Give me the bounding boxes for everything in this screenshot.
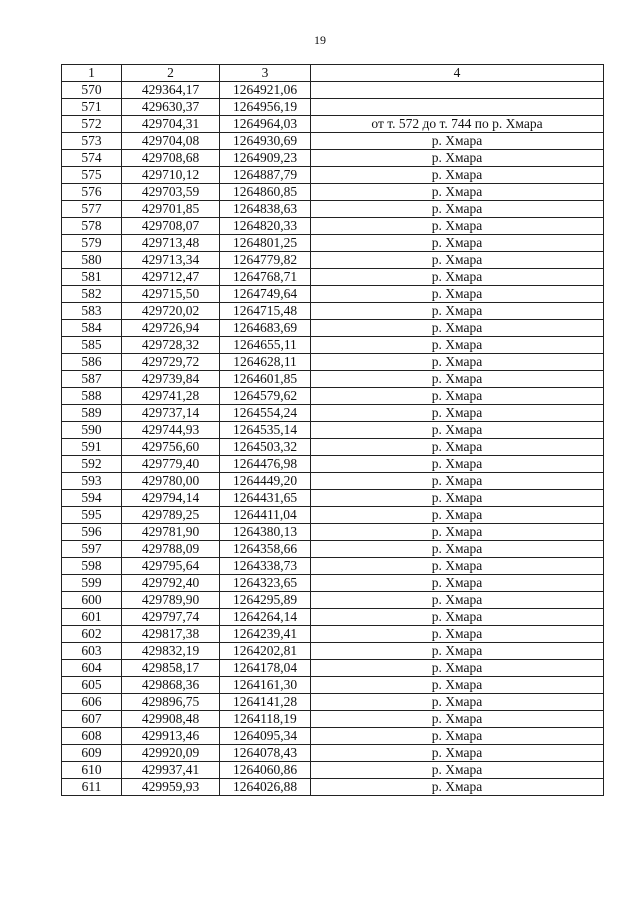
- y-coordinate-cell: 1264449,20: [220, 473, 311, 490]
- x-coordinate-cell: 429739,84: [122, 371, 220, 388]
- table-row: [62, 592, 604, 609]
- point-number-cell: 598: [62, 558, 122, 575]
- point-number-cell: 610: [62, 762, 122, 779]
- point-number-cell: 576: [62, 184, 122, 201]
- point-number-cell: 587: [62, 371, 122, 388]
- y-coordinate-cell: 1264683,69: [220, 320, 311, 337]
- description-cell: [311, 82, 604, 99]
- x-coordinate-cell: 429720,02: [122, 303, 220, 320]
- x-coordinate-cell: 429789,25: [122, 507, 220, 524]
- x-coordinate-cell: 429703,59: [122, 184, 220, 201]
- table-body: [62, 82, 604, 796]
- description-cell: р. Хмара: [311, 456, 604, 473]
- description-cell: р. Хмара: [311, 507, 604, 524]
- table-row: [62, 524, 604, 541]
- table-row: [62, 439, 604, 456]
- point-number-cell: 586: [62, 354, 122, 371]
- x-coordinate-cell: 429726,94: [122, 320, 220, 337]
- point-number-cell: 593: [62, 473, 122, 490]
- x-coordinate-cell: 429792,40: [122, 575, 220, 592]
- description-cell: р. Хмара: [311, 303, 604, 320]
- point-number-cell: 577: [62, 201, 122, 218]
- point-number-cell: 603: [62, 643, 122, 660]
- point-number-cell: 588: [62, 388, 122, 405]
- point-number-cell: 611: [62, 779, 122, 796]
- y-coordinate-cell: 1264095,34: [220, 728, 311, 745]
- x-coordinate-cell: 429780,00: [122, 473, 220, 490]
- description-cell: р. Хмара: [311, 184, 604, 201]
- description-cell: р. Хмара: [311, 711, 604, 728]
- description-cell: р. Хмара: [311, 439, 604, 456]
- description-cell: р. Хмара: [311, 252, 604, 269]
- table-row: [62, 473, 604, 490]
- point-number-cell: 580: [62, 252, 122, 269]
- point-number-cell: 608: [62, 728, 122, 745]
- table-row: [62, 133, 604, 150]
- y-coordinate-cell: 1264264,14: [220, 609, 311, 626]
- x-coordinate-cell: 429744,93: [122, 422, 220, 439]
- table-row: [62, 320, 604, 337]
- point-number-cell: 596: [62, 524, 122, 541]
- table-row: [62, 456, 604, 473]
- point-number-cell: 585: [62, 337, 122, 354]
- y-coordinate-cell: 1264964,03: [220, 116, 311, 133]
- table-row: [62, 184, 604, 201]
- x-coordinate-cell: 429712,47: [122, 269, 220, 286]
- point-number-cell: 609: [62, 745, 122, 762]
- table-row: [62, 235, 604, 252]
- x-coordinate-cell: 429789,90: [122, 592, 220, 609]
- table-row: [62, 388, 604, 405]
- point-number-cell: 595: [62, 507, 122, 524]
- point-number-cell: 602: [62, 626, 122, 643]
- point-number-cell: 594: [62, 490, 122, 507]
- x-coordinate-cell: 429713,34: [122, 252, 220, 269]
- table-row: [62, 371, 604, 388]
- description-cell: р. Хмара: [311, 728, 604, 745]
- x-coordinate-cell: 429728,32: [122, 337, 220, 354]
- description-cell: р. Хмара: [311, 337, 604, 354]
- description-cell: от т. 572 до т. 744 по р. Хмара: [311, 116, 604, 133]
- point-number-cell: 574: [62, 150, 122, 167]
- x-coordinate-cell: 429708,07: [122, 218, 220, 235]
- x-coordinate-cell: 429781,90: [122, 524, 220, 541]
- y-coordinate-cell: 1264380,13: [220, 524, 311, 541]
- x-coordinate-cell: 429708,68: [122, 150, 220, 167]
- y-coordinate-cell: 1264921,06: [220, 82, 311, 99]
- x-coordinate-cell: 429937,41: [122, 762, 220, 779]
- x-coordinate-cell: 429858,17: [122, 660, 220, 677]
- x-coordinate-cell: 429729,72: [122, 354, 220, 371]
- point-number-cell: 571: [62, 99, 122, 116]
- coordinates-table: [61, 64, 604, 796]
- description-cell: р. Хмара: [311, 286, 604, 303]
- column-header-y-coordinate: 3: [220, 65, 311, 82]
- point-number-cell: 607: [62, 711, 122, 728]
- table-row: [62, 269, 604, 286]
- x-coordinate-cell: 429817,38: [122, 626, 220, 643]
- point-number-cell: 600: [62, 592, 122, 609]
- table-row: [62, 490, 604, 507]
- description-cell: р. Хмара: [311, 541, 604, 558]
- table-row: [62, 337, 604, 354]
- description-cell: р. Хмара: [311, 133, 604, 150]
- y-coordinate-cell: 1264554,24: [220, 405, 311, 422]
- point-number-cell: 575: [62, 167, 122, 184]
- table-row: [62, 762, 604, 779]
- table-row: [62, 609, 604, 626]
- x-coordinate-cell: 429797,74: [122, 609, 220, 626]
- table-row: [62, 694, 604, 711]
- description-cell: р. Хмара: [311, 269, 604, 286]
- description-cell: р. Хмара: [311, 218, 604, 235]
- x-coordinate-cell: 429756,60: [122, 439, 220, 456]
- description-cell: р. Хмара: [311, 762, 604, 779]
- y-coordinate-cell: 1264601,85: [220, 371, 311, 388]
- description-cell: р. Хмара: [311, 201, 604, 218]
- table-row: [62, 201, 604, 218]
- y-coordinate-cell: 1264358,66: [220, 541, 311, 558]
- description-cell: р. Хмара: [311, 490, 604, 507]
- y-coordinate-cell: 1264930,69: [220, 133, 311, 150]
- description-cell: р. Хмара: [311, 575, 604, 592]
- y-coordinate-cell: 1264838,63: [220, 201, 311, 218]
- table-row: [62, 167, 604, 184]
- point-number-cell: 591: [62, 439, 122, 456]
- description-cell: р. Хмара: [311, 320, 604, 337]
- description-cell: [311, 99, 604, 116]
- table-row: [62, 541, 604, 558]
- description-cell: р. Хмара: [311, 609, 604, 626]
- description-cell: р. Хмара: [311, 677, 604, 694]
- description-cell: р. Хмара: [311, 371, 604, 388]
- description-cell: р. Хмара: [311, 473, 604, 490]
- y-coordinate-cell: 1264909,23: [220, 150, 311, 167]
- column-header-x-coordinate: 2: [122, 65, 220, 82]
- table-row: [62, 150, 604, 167]
- y-coordinate-cell: 1264295,89: [220, 592, 311, 609]
- y-coordinate-cell: 1264118,19: [220, 711, 311, 728]
- point-number-cell: 589: [62, 405, 122, 422]
- description-cell: р. Хмара: [311, 524, 604, 541]
- y-coordinate-cell: 1264579,62: [220, 388, 311, 405]
- table-row: [62, 575, 604, 592]
- y-coordinate-cell: 1264715,48: [220, 303, 311, 320]
- point-number-cell: 605: [62, 677, 122, 694]
- y-coordinate-cell: 1264860,85: [220, 184, 311, 201]
- x-coordinate-cell: 429704,08: [122, 133, 220, 150]
- y-coordinate-cell: 1264655,11: [220, 337, 311, 354]
- point-number-cell: 597: [62, 541, 122, 558]
- table-row: [62, 779, 604, 796]
- point-number-cell: 583: [62, 303, 122, 320]
- table-row: [62, 82, 604, 99]
- table-row: [62, 116, 604, 133]
- y-coordinate-cell: 1264323,65: [220, 575, 311, 592]
- x-coordinate-cell: 429713,48: [122, 235, 220, 252]
- header-row: [62, 65, 604, 82]
- table-row: [62, 677, 604, 694]
- x-coordinate-cell: 429704,31: [122, 116, 220, 133]
- table-header: [62, 65, 604, 82]
- description-cell: р. Хмара: [311, 592, 604, 609]
- table-row: [62, 252, 604, 269]
- description-cell: р. Хмара: [311, 235, 604, 252]
- y-coordinate-cell: 1264503,32: [220, 439, 311, 456]
- point-number-cell: 606: [62, 694, 122, 711]
- description-cell: р. Хмара: [311, 388, 604, 405]
- x-coordinate-cell: 429741,28: [122, 388, 220, 405]
- table-row: [62, 422, 604, 439]
- page-number: 19: [314, 33, 326, 47]
- y-coordinate-cell: 1264801,25: [220, 235, 311, 252]
- x-coordinate-cell: 429710,12: [122, 167, 220, 184]
- point-number-cell: 601: [62, 609, 122, 626]
- point-number-cell: 579: [62, 235, 122, 252]
- y-coordinate-cell: 1264026,88: [220, 779, 311, 796]
- description-cell: р. Хмара: [311, 422, 604, 439]
- x-coordinate-cell: 429794,14: [122, 490, 220, 507]
- x-coordinate-cell: 429913,46: [122, 728, 220, 745]
- point-number-cell: 582: [62, 286, 122, 303]
- y-coordinate-cell: 1264628,11: [220, 354, 311, 371]
- column-header-description: 4: [311, 65, 604, 82]
- point-number-cell: 599: [62, 575, 122, 592]
- table-row: [62, 405, 604, 422]
- description-cell: р. Хмара: [311, 745, 604, 762]
- point-number-cell: 578: [62, 218, 122, 235]
- x-coordinate-cell: 429832,19: [122, 643, 220, 660]
- table-row: [62, 286, 604, 303]
- description-cell: р. Хмара: [311, 626, 604, 643]
- description-cell: р. Хмара: [311, 354, 604, 371]
- x-coordinate-cell: 429364,17: [122, 82, 220, 99]
- description-cell: р. Хмара: [311, 779, 604, 796]
- description-cell: р. Хмара: [311, 150, 604, 167]
- point-number-cell: 573: [62, 133, 122, 150]
- point-number-cell: 584: [62, 320, 122, 337]
- x-coordinate-cell: 429908,48: [122, 711, 220, 728]
- table-row: [62, 354, 604, 371]
- y-coordinate-cell: 1264535,14: [220, 422, 311, 439]
- description-cell: р. Хмара: [311, 643, 604, 660]
- x-coordinate-cell: 429920,09: [122, 745, 220, 762]
- y-coordinate-cell: 1264078,43: [220, 745, 311, 762]
- description-cell: р. Хмара: [311, 694, 604, 711]
- description-cell: р. Хмара: [311, 405, 604, 422]
- table-row: [62, 643, 604, 660]
- table-row: [62, 218, 604, 235]
- x-coordinate-cell: 429959,93: [122, 779, 220, 796]
- x-coordinate-cell: 429788,09: [122, 541, 220, 558]
- table-row: [62, 711, 604, 728]
- x-coordinate-cell: 429868,36: [122, 677, 220, 694]
- y-coordinate-cell: 1264060,86: [220, 762, 311, 779]
- y-coordinate-cell: 1264202,81: [220, 643, 311, 660]
- point-number-cell: 592: [62, 456, 122, 473]
- point-number-cell: 604: [62, 660, 122, 677]
- table-row: [62, 558, 604, 575]
- x-coordinate-cell: 429779,40: [122, 456, 220, 473]
- point-number-cell: 581: [62, 269, 122, 286]
- x-coordinate-cell: 429630,37: [122, 99, 220, 116]
- y-coordinate-cell: 1264178,04: [220, 660, 311, 677]
- y-coordinate-cell: 1264239,41: [220, 626, 311, 643]
- point-number-cell: 570: [62, 82, 122, 99]
- y-coordinate-cell: 1264768,71: [220, 269, 311, 286]
- table-row: [62, 745, 604, 762]
- description-cell: р. Хмара: [311, 660, 604, 677]
- y-coordinate-cell: 1264820,33: [220, 218, 311, 235]
- x-coordinate-cell: 429737,14: [122, 405, 220, 422]
- y-coordinate-cell: 1264749,64: [220, 286, 311, 303]
- table-row: [62, 660, 604, 677]
- y-coordinate-cell: 1264887,79: [220, 167, 311, 184]
- y-coordinate-cell: 1264476,98: [220, 456, 311, 473]
- point-number-cell: 590: [62, 422, 122, 439]
- table-row: [62, 626, 604, 643]
- y-coordinate-cell: 1264956,19: [220, 99, 311, 116]
- table-row: [62, 303, 604, 320]
- y-coordinate-cell: 1264779,82: [220, 252, 311, 269]
- y-coordinate-cell: 1264338,73: [220, 558, 311, 575]
- y-coordinate-cell: 1264161,30: [220, 677, 311, 694]
- y-coordinate-cell: 1264411,04: [220, 507, 311, 524]
- description-cell: р. Хмара: [311, 167, 604, 184]
- table-row: [62, 99, 604, 116]
- table-row: [62, 728, 604, 745]
- point-number-cell: 572: [62, 116, 122, 133]
- x-coordinate-cell: 429715,50: [122, 286, 220, 303]
- x-coordinate-cell: 429701,85: [122, 201, 220, 218]
- column-header-point-number: 1: [62, 65, 122, 82]
- y-coordinate-cell: 1264431,65: [220, 490, 311, 507]
- x-coordinate-cell: 429795,64: [122, 558, 220, 575]
- table-row: [62, 507, 604, 524]
- y-coordinate-cell: 1264141,28: [220, 694, 311, 711]
- x-coordinate-cell: 429896,75: [122, 694, 220, 711]
- description-cell: р. Хмара: [311, 558, 604, 575]
